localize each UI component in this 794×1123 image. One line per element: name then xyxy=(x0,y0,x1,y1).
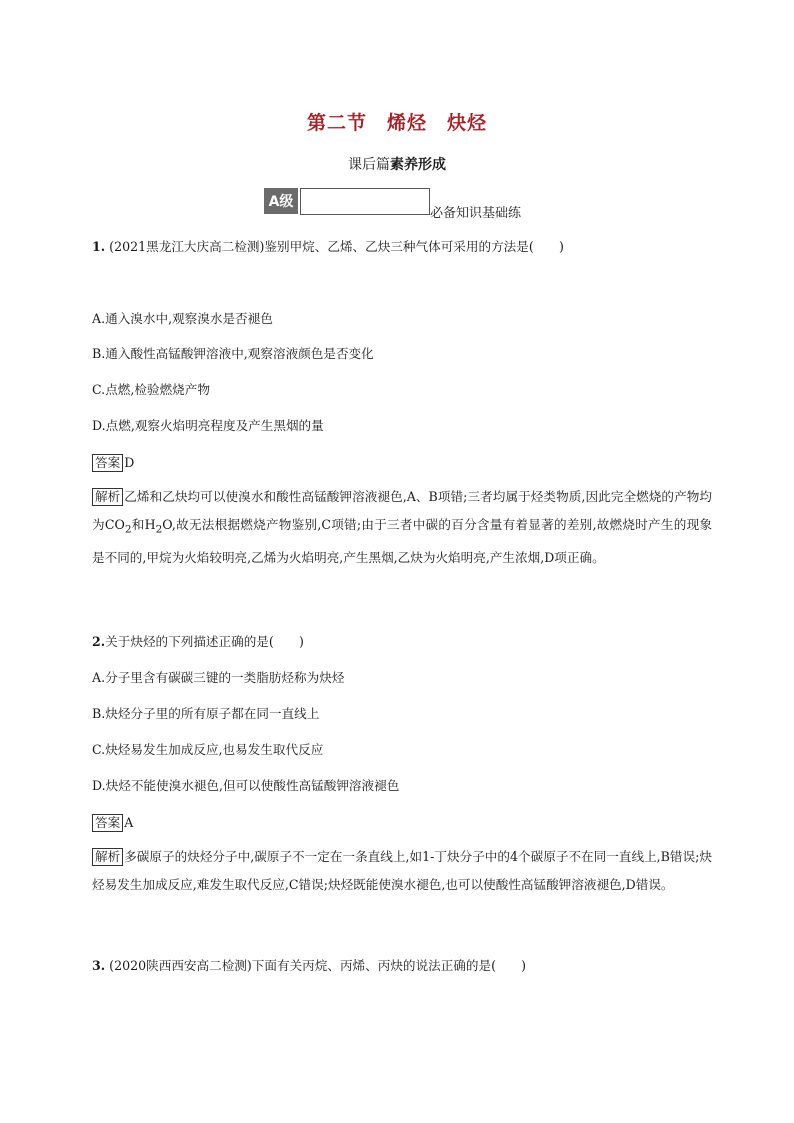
question-2-option-b: B.炔烃分子里的所有原子都在同一直线上 xyxy=(92,706,320,721)
analysis-text: 和H xyxy=(131,517,156,532)
level-box xyxy=(300,188,430,215)
section-subtitle xyxy=(0,154,794,174)
question-2-text: 关于炔烃的下列描述正确的是( ) xyxy=(105,634,304,649)
analysis-label: 解析 xyxy=(92,488,123,506)
question-2-analysis xyxy=(92,843,712,899)
question-1-number: 1. xyxy=(92,239,106,254)
question-2-option-c: C.炔烃易发生加成反应,也易发生取代反应 xyxy=(92,742,324,757)
question-1-answer xyxy=(92,454,712,472)
question-2-option-d: D.炔烃不能使溴水褪色,但可以使酸性高锰酸钾溶液褪色 xyxy=(92,778,400,793)
subscript: 2 xyxy=(155,523,163,536)
level-badge: A级 xyxy=(264,188,298,214)
question-1-option-a: A.通入溴水中,观察溴水是否褪色 xyxy=(92,311,273,326)
question-1-text: (2021黑龙江大庆高二检测)鉴别甲烷、乙烯、乙炔三种气体可采用的方法是( ) xyxy=(109,239,564,254)
subscript: 2 xyxy=(124,523,132,536)
question-2-number: 2. xyxy=(92,634,106,649)
question-3-number: 3. xyxy=(92,958,106,973)
section-title: 第二节 烯烃 炔烃 xyxy=(306,112,487,134)
question-1-option-d: D.点燃,观察火焰明亮程度及产生黑烟的量 xyxy=(92,418,324,433)
answer-label: 答案 xyxy=(92,814,123,832)
question-2-answer xyxy=(92,814,712,832)
question-3-text: (2020陕西西安高二检测)下面有关丙烷、丙烯、丙炔的说法正确的是( ) xyxy=(109,958,527,973)
answer-label: 答案 xyxy=(92,454,123,472)
subtitle-bold: 素养形成 xyxy=(390,157,446,173)
answer-value: D xyxy=(124,455,135,470)
analysis-text: O,故无法根据燃烧产物鉴别,C项错;由于三者中碳的百分含量有着显著的差别,故燃烧时产生的现象是不同的,甲烷为火焰较明亮,乙烯为火焰明亮,产生黑烟,乙炔为火焰明亮,产生浓烟,D项正确。 xyxy=(92,517,713,565)
analysis-text: 多碳原子的炔烃分子中,碳原子不一定在一条直线上,如1-丁炔分子中的4个碳原子不在同一直线上,B错误;炔烃易发生加成反应,难发生取代反应,C错误;炔烃既能使溴水褪色,也可以使酸性高锰酸钾溶液褪色,D错误。 xyxy=(92,849,712,892)
subtitle-plain: 课后篇 xyxy=(348,157,390,173)
analysis-label: 解析 xyxy=(92,848,123,866)
question-1-analysis xyxy=(92,483,712,572)
question-2-option-a: A.分子里含有碳碳三键的一类脂肪烃称为炔烃 xyxy=(92,670,345,685)
question-1-stem xyxy=(92,239,712,255)
level-text: 必备知识基础练 xyxy=(430,206,522,221)
question-2-stem xyxy=(92,634,712,650)
analysis-text: 乙烯和乙炔均可以使溴水和酸性高锰酸钾溶液褪色,A、B项错;三者均属于烃类物质,因此完全燃烧的产物均为CO xyxy=(92,489,712,532)
question-1-option-b: B.通入酸性高锰酸钾溶液中,观察溶液颜色是否变化 xyxy=(92,346,374,361)
question-3-stem xyxy=(92,958,712,974)
question-1-option-c: C.点燃,检验燃烧产物 xyxy=(92,382,210,397)
answer-value: A xyxy=(124,815,134,830)
